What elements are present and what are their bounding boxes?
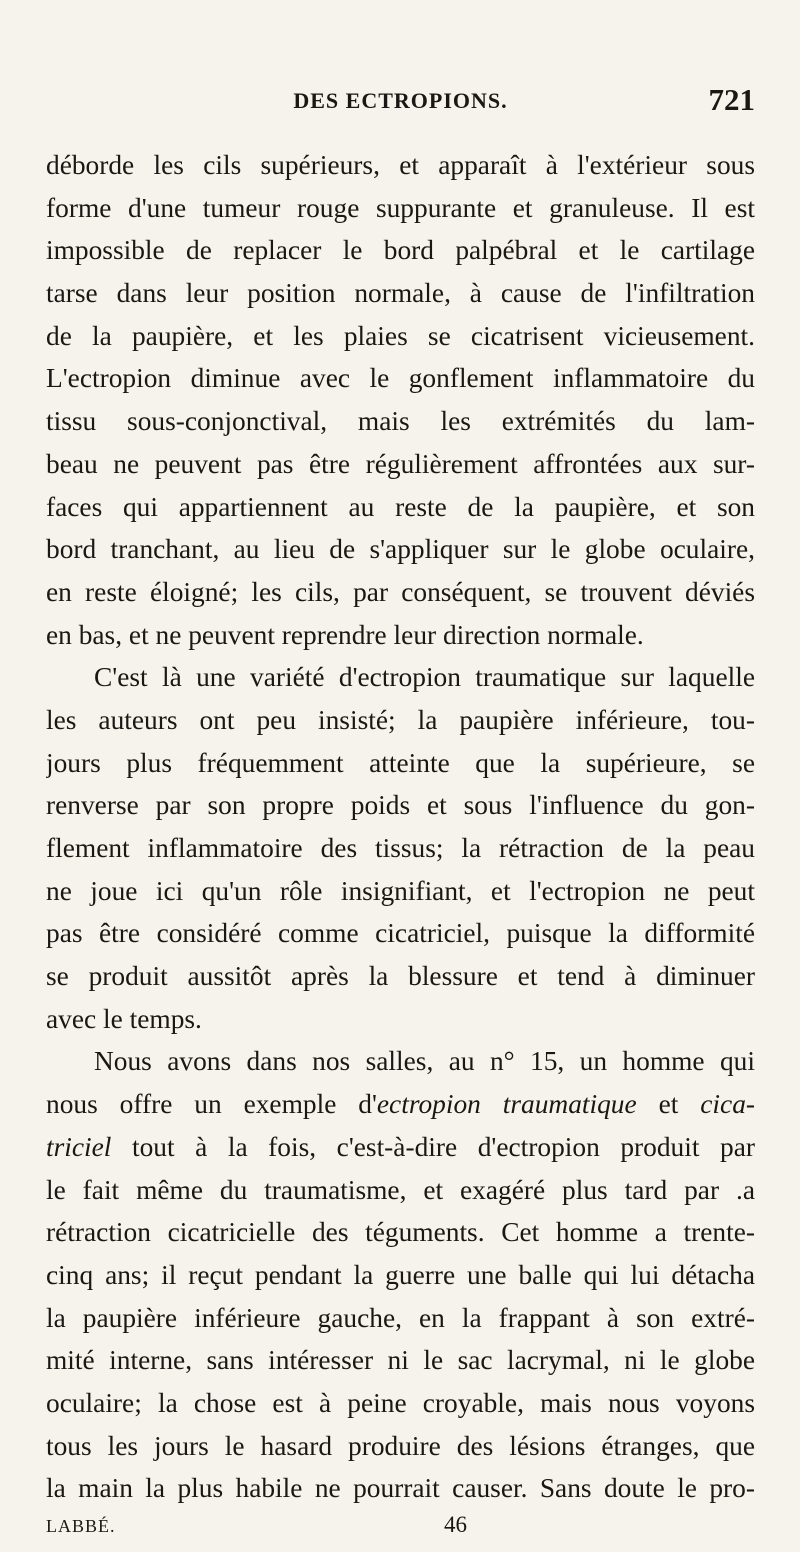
italic-span: triciel: [46, 1131, 112, 1162]
text-span: C'est là une variété d'ectropion traumatique sur laquelle: [94, 662, 755, 693]
text-span: avec le temps.: [46, 1003, 202, 1034]
text-span: tous les jours le hasard produire des lésions étranges, que: [46, 1430, 755, 1461]
text-span: flement inflammatoire des tissus; la rétraction de la peau: [46, 833, 755, 863]
text-span: faces qui appartiennent au reste de la paupière, et son: [46, 491, 755, 522]
text-span: pas être considéré comme cicatriciel, puisque la difformité: [46, 918, 755, 949]
text-line: [46, 1254, 755, 1297]
text-line: [46, 912, 755, 955]
text-line: [46, 827, 755, 870]
text-line: [46, 528, 755, 571]
printer-signature: [46, 1512, 755, 1552]
running-head: [46, 82, 755, 142]
body-text: [46, 144, 755, 1510]
text-span: renverse par son propre poids et sous l'influence du gon-: [46, 790, 755, 821]
text-span: beau ne peuvent pas être régulièrement affrontées aux sur-: [46, 448, 755, 479]
text-span: rétraction cicatricielle des téguments. Cet homme a trente-: [46, 1217, 755, 1248]
text-line: [46, 1083, 755, 1126]
text-span: de la paupière, et les plaies se cicatrisent vicieusement.: [46, 320, 755, 351]
text-span: les auteurs ont peu insisté; la paupière inférieure, tou-: [46, 704, 755, 735]
text-span: cinq ans; il reçut pendant la guerre une balle qui lui détacha: [46, 1259, 755, 1290]
text-span: la main la plus habile ne pourrait causer. Sans doute le pro-: [46, 1473, 755, 1504]
text-span: ne joue ici qu'un rôle insignifiant, et l'ectropion ne peut: [46, 875, 755, 906]
text-line: [46, 1425, 755, 1468]
book-page: [0, 82, 800, 1537]
text-line: [46, 784, 755, 827]
text-span: tarse dans leur position normale, à cause de l'infiltration: [46, 278, 755, 309]
text-line: [46, 315, 755, 358]
text-span: L'ectropion diminue avec le gonflement inflammatoire du: [46, 363, 755, 394]
text-line: [46, 187, 755, 230]
text-span: Nous avons dans nos salles, au n° 15, un homme qui: [94, 1046, 755, 1077]
text-span: se produit aussitôt après la blessure et tend à diminuer: [46, 961, 755, 992]
text-line: [46, 656, 755, 699]
text-line: [46, 486, 755, 529]
text-line: [46, 272, 755, 315]
text-span: tissu sous-conjonctival, mais les extrémités du lam-: [46, 406, 755, 437]
text-span: déborde les cils supérieurs, et apparaît à l'extérieur sous: [46, 150, 755, 180]
text-span: le fait même du traumatisme, et exagéré plus tard par .a: [46, 1174, 755, 1205]
text-line: [46, 1297, 755, 1340]
text-span: la paupière inférieure gauche, en la frappant à son extré-: [46, 1302, 755, 1333]
text-line: [46, 998, 755, 1041]
text-line: [46, 144, 755, 187]
text-line: [46, 400, 755, 443]
text-line: [46, 443, 755, 486]
signature-number: 46: [444, 1512, 467, 1537]
text-line: [46, 699, 755, 742]
text-line: [46, 614, 755, 657]
text-line: [46, 1040, 755, 1083]
text-span: tout à la fois, c'est-à-dire d'ectropion produit par: [111, 1131, 755, 1162]
italic-span: cica-: [700, 1089, 755, 1120]
text-span: et: [636, 1089, 701, 1120]
text-span: forme d'une tumeur rouge suppurante et granuleuse. Il est: [46, 192, 755, 223]
text-line: [46, 1467, 755, 1510]
signature-author: LABBÉ.: [46, 1516, 116, 1536]
text-line: [46, 1382, 755, 1425]
text-span: mité interne, sans intéresser ni le sac lacrymal, ni le globe: [46, 1345, 755, 1376]
italic-span: ectropion traumatique: [376, 1089, 637, 1120]
running-title: DES ECTROPIONS.: [293, 88, 508, 113]
text-line: [46, 571, 755, 614]
text-span: jours plus fréquemment atteinte que la supérieure, se: [46, 747, 755, 778]
text-span: nous offre un exemple d': [46, 1089, 377, 1120]
text-span: oculaire; la chose est à peine croyable, mais nous voyons: [46, 1387, 755, 1418]
text-line: [46, 1169, 755, 1212]
text-line: [46, 955, 755, 998]
text-line: [46, 870, 755, 913]
text-line: [46, 1126, 755, 1169]
text-line: [46, 357, 755, 400]
text-line: [46, 1211, 755, 1254]
text-line: [46, 1339, 755, 1382]
text-line: [46, 742, 755, 785]
text-span: en reste éloigné; les cils, par conséquent, se trouvent déviés: [46, 576, 755, 607]
text-span: impossible de replacer le bord palpébral et le cartilage: [46, 235, 755, 266]
text-line: [46, 229, 755, 272]
text-span: en bas, et ne peuvent reprendre leur direction normale.: [46, 619, 644, 650]
page-number: 721: [708, 82, 755, 117]
text-span: bord tranchant, au lieu de s'appliquer sur le globe oculaire,: [46, 534, 755, 565]
